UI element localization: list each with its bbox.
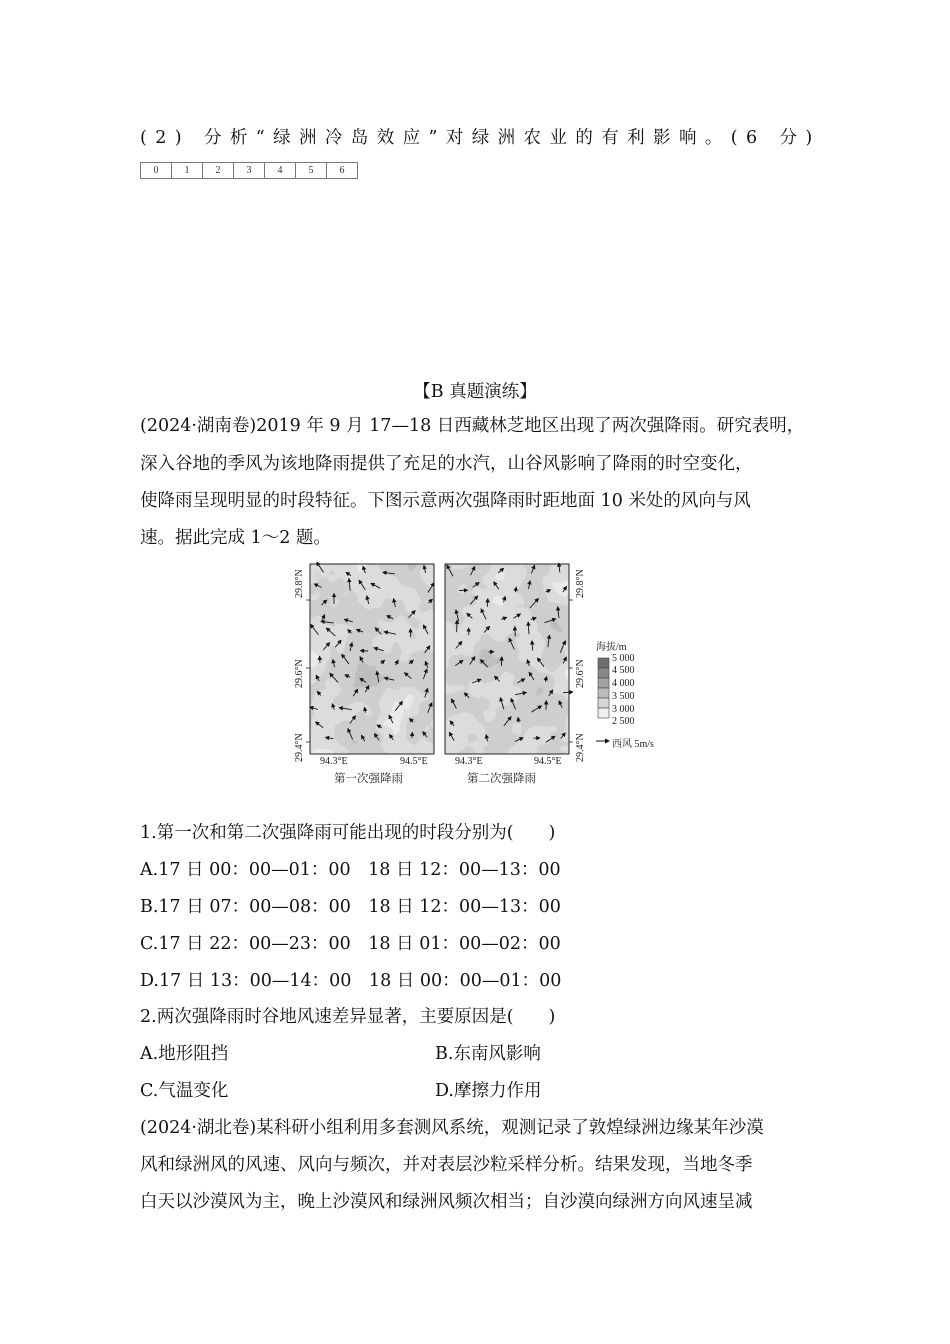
lat-label: 29.8°N — [294, 569, 305, 598]
question-2-text: (2) 分析“绿洲冷岛效应”对绿洲农业的有利影响。(6 分) — [140, 128, 821, 148]
lat-label: 29.4°N — [575, 733, 586, 762]
option-a[interactable]: A.17 日 00：00—01：00 18 日 12：00—13：00 — [140, 860, 561, 880]
option-c[interactable]: C.17 日 22：00—23：00 18 日 01：00—02：00 — [140, 934, 561, 954]
lon-label: 94.5°E — [534, 756, 562, 767]
wind-arrow — [487, 599, 488, 607]
panel-label: 第一次强降雨 — [334, 771, 403, 785]
lon-label: 94.5°E — [400, 756, 428, 767]
option-a[interactable]: A.地形阻挡 — [140, 1044, 229, 1064]
legend-label: 3 500 — [612, 691, 635, 702]
terrain-wind-map — [292, 560, 662, 788]
score-box[interactable]: 6 — [326, 163, 357, 178]
option-d[interactable]: D.17 日 13：00—14：00 18 日 00：00—01：00 — [140, 971, 562, 991]
legend-title: 海拔/m — [596, 642, 627, 653]
legend-label: 2 500 — [612, 716, 635, 727]
wind-arrow — [515, 627, 516, 637]
intro-line: (2024·湖南卷)2019 年 9 月 17—18 日西藏林芝地区出现了两次强降雨。研究表明， — [140, 416, 805, 436]
wind-figure — [292, 560, 662, 788]
legend-swatch — [598, 668, 609, 678]
legend-swatch — [598, 658, 609, 668]
legend-label: 3 000 — [612, 704, 635, 715]
question-1-stem: 1.第一次和第二次强降雨可能出现的时段分别为( ) — [140, 823, 556, 843]
question-2-stem: 2.两次强降雨时谷地风速差异显著，主要原因是( ) — [140, 1007, 556, 1027]
legend-label: 4 000 — [612, 678, 635, 689]
intro-line: 使降雨呈现明显的时段特征。下图示意两次强降雨时距地面 10 米处的风向与风 — [140, 491, 751, 511]
option-b[interactable]: B.东南风影响 — [435, 1044, 541, 1064]
lat-label: 29.6°N — [575, 659, 586, 688]
intro-line: 速。据此完成 1～2 题。 — [140, 528, 331, 548]
lat-label: 29.8°N — [575, 569, 586, 598]
legend-label: 5 000 — [612, 653, 635, 664]
panel-label: 第二次强降雨 — [467, 771, 536, 785]
lon-label: 94.3°E — [455, 756, 483, 767]
panel-first-rain — [310, 562, 434, 754]
legend-label: 4 500 — [612, 665, 635, 676]
score-box[interactable]: 5 — [295, 163, 326, 178]
wind-scale-label: 西风 5m/s — [612, 739, 654, 750]
intro-line: 深入谷地的季风为该地降雨提供了充足的水汽，山谷风影响了降雨的时空变化， — [140, 454, 753, 474]
lon-label: 94.3°E — [320, 756, 348, 767]
option-c[interactable]: C.气温变化 — [140, 1081, 229, 1101]
section-heading: 【B 真题演练】 — [413, 382, 537, 402]
option-d[interactable]: D.摩擦力作用 — [435, 1081, 542, 1101]
lat-label: 29.4°N — [294, 733, 305, 762]
passage-line: (2024·湖北卷)某科研小组利用多套测风系统，观测记录了敦煌绿洲边缘某年沙漠 — [140, 1118, 764, 1138]
wind-arrow — [412, 733, 413, 738]
legend-swatch — [598, 688, 609, 698]
option-b[interactable]: B.17 日 07：00—08：00 18 日 12：00—13：00 — [140, 897, 561, 917]
score-box[interactable]: 3 — [233, 163, 264, 178]
legend-swatch — [598, 698, 609, 708]
score-box[interactable]: 2 — [202, 163, 233, 178]
legend-swatch — [598, 708, 609, 718]
wind-arrow — [532, 641, 533, 651]
legend-swatch — [598, 678, 609, 688]
score-box-row[interactable] — [140, 162, 358, 179]
wind-arrow — [457, 620, 458, 632]
elevation-legend — [596, 658, 609, 741]
score-box[interactable]: 4 — [264, 163, 295, 178]
score-box[interactable]: 1 — [171, 163, 202, 178]
passage-line: 白天以沙漠风为主，晚上沙漠风和绿洲风频次相当；自沙漠向绿洲方向风速呈减 — [140, 1192, 753, 1212]
score-box[interactable]: 0 — [153, 165, 159, 176]
panel-second-rain — [445, 563, 573, 754]
lat-label: 29.6°N — [294, 659, 305, 688]
passage-line: 风和绿洲风的风速、风向与频次，并对表层沙粒采样分析。结果发现，当地冬季 — [140, 1155, 753, 1175]
